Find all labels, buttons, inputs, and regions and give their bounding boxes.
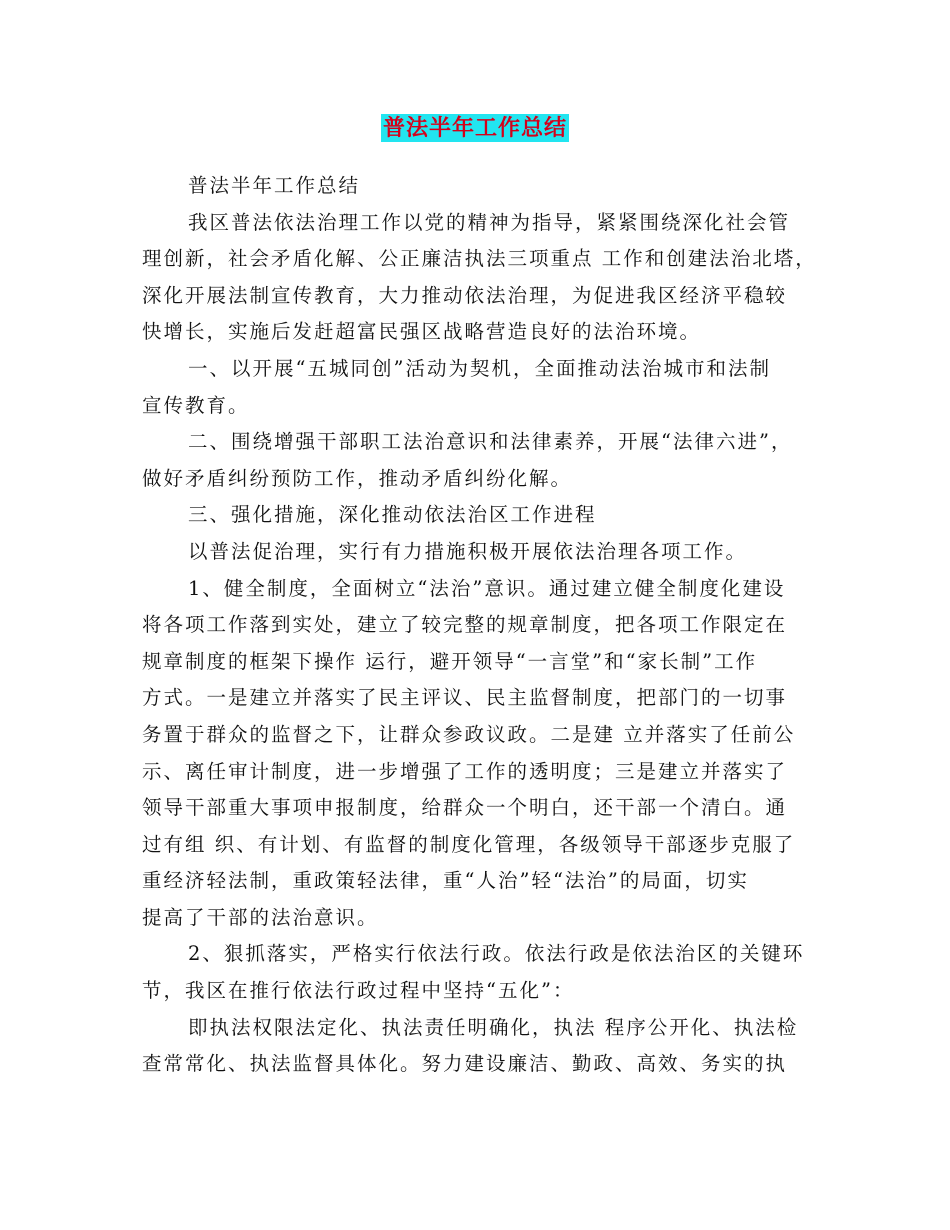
text-line: 二、围绕增强干部职工法治意识和法律素养，开展“法律六进”， <box>188 430 793 454</box>
paragraph-section-1 <box>142 351 810 424</box>
paragraph-section-3 <box>142 497 810 534</box>
text-line: 宣传教育。 <box>142 393 250 417</box>
text-line: 做好矛盾纠纷预防工作，推动矛盾纠纷化解。 <box>142 466 573 490</box>
text-line: 重经济轻法制，重政策轻法律，重“人治”轻“法治”的局面，切实 <box>142 869 749 893</box>
text-line: 将各项工作落到实处，建立了较完整的规章制度，把各项工作限定在 <box>142 613 788 637</box>
text-line: 我区普法依法治理工作以党的精神为指导，紧紧围绕深化社会管 <box>188 210 791 234</box>
text-line: 节，我区在推行依法行政过程中坚持“五化”： <box>142 979 575 1003</box>
text-line: 规章制度的框架下操作 运行，避开领导“一言堂”和“家长制”工作 <box>142 649 758 673</box>
paragraph-item-2 <box>142 936 810 1009</box>
text-line: 方式。一是建立并落实了民主评议、民主监督制度，把部门的一切事 <box>142 686 788 710</box>
document-title: 普法半年工作总结 <box>382 115 567 141</box>
text-line: 以普法促治理，实行有力措施积极开展依法治理各项工作。 <box>188 539 748 563</box>
paragraph-item-1 <box>142 571 810 937</box>
paragraph-subtitle <box>142 168 810 205</box>
text-line: 深化开展法制宣传教育，大力推动依法治理，为促进我区经济平稳较 <box>142 283 788 307</box>
paragraph-section-3-lead <box>142 534 810 571</box>
text-line: 即执法权限法定化、执法责任明确化，执法 程序公开化、执法检 <box>188 1015 799 1039</box>
paragraph-item-2-detail <box>142 1010 810 1083</box>
text-line: 2、狠抓落实，严格实行依法行政。依法行政是依法治区的关键环 <box>188 942 805 966</box>
text-line: 1、健全制度，全面树立“法治”意识。通过建立健全制度化建设 <box>188 576 786 600</box>
text-line: 一、以开展“五城同创”活动为契机，全面推动法治城市和法制 <box>188 356 771 380</box>
title-container <box>0 114 950 142</box>
text-line: 理创新，社会矛盾化解、公正廉洁执法三项重点 工作和创建法治北塔， <box>142 247 817 271</box>
document-body <box>142 168 817 1083</box>
text-line: 快增长，实施后发赶超富民强区战略营造良好的法治环境。 <box>142 320 702 344</box>
text-line: 查常常化、执法监督具体化。努力建设廉洁、勤政、高效、务实的执 <box>142 1052 788 1076</box>
paragraph-intro <box>142 205 817 351</box>
text-line: 提高了干部的法治意识。 <box>142 905 379 929</box>
text-line: 务置于群众的监督之下，让群众参政议政。二是建 立并落实了任前公 <box>142 722 796 746</box>
text-line: 普法半年工作总结 <box>188 174 361 197</box>
text-line: 领导干部重大事项申报制度，给群众一个明白，还干部一个清白。通 <box>142 796 788 820</box>
paragraph-section-2 <box>142 424 810 497</box>
text-line: 示、离任审计制度，进一步增强了工作的透明度；三是建立并落实了 <box>142 759 788 783</box>
text-line: 三、强化措施，深化推动依法治区工作进程 <box>188 503 597 527</box>
text-line: 过有组 织、有计划、有监督的制度化管理，各级领导干部逐步克服了 <box>142 832 796 856</box>
